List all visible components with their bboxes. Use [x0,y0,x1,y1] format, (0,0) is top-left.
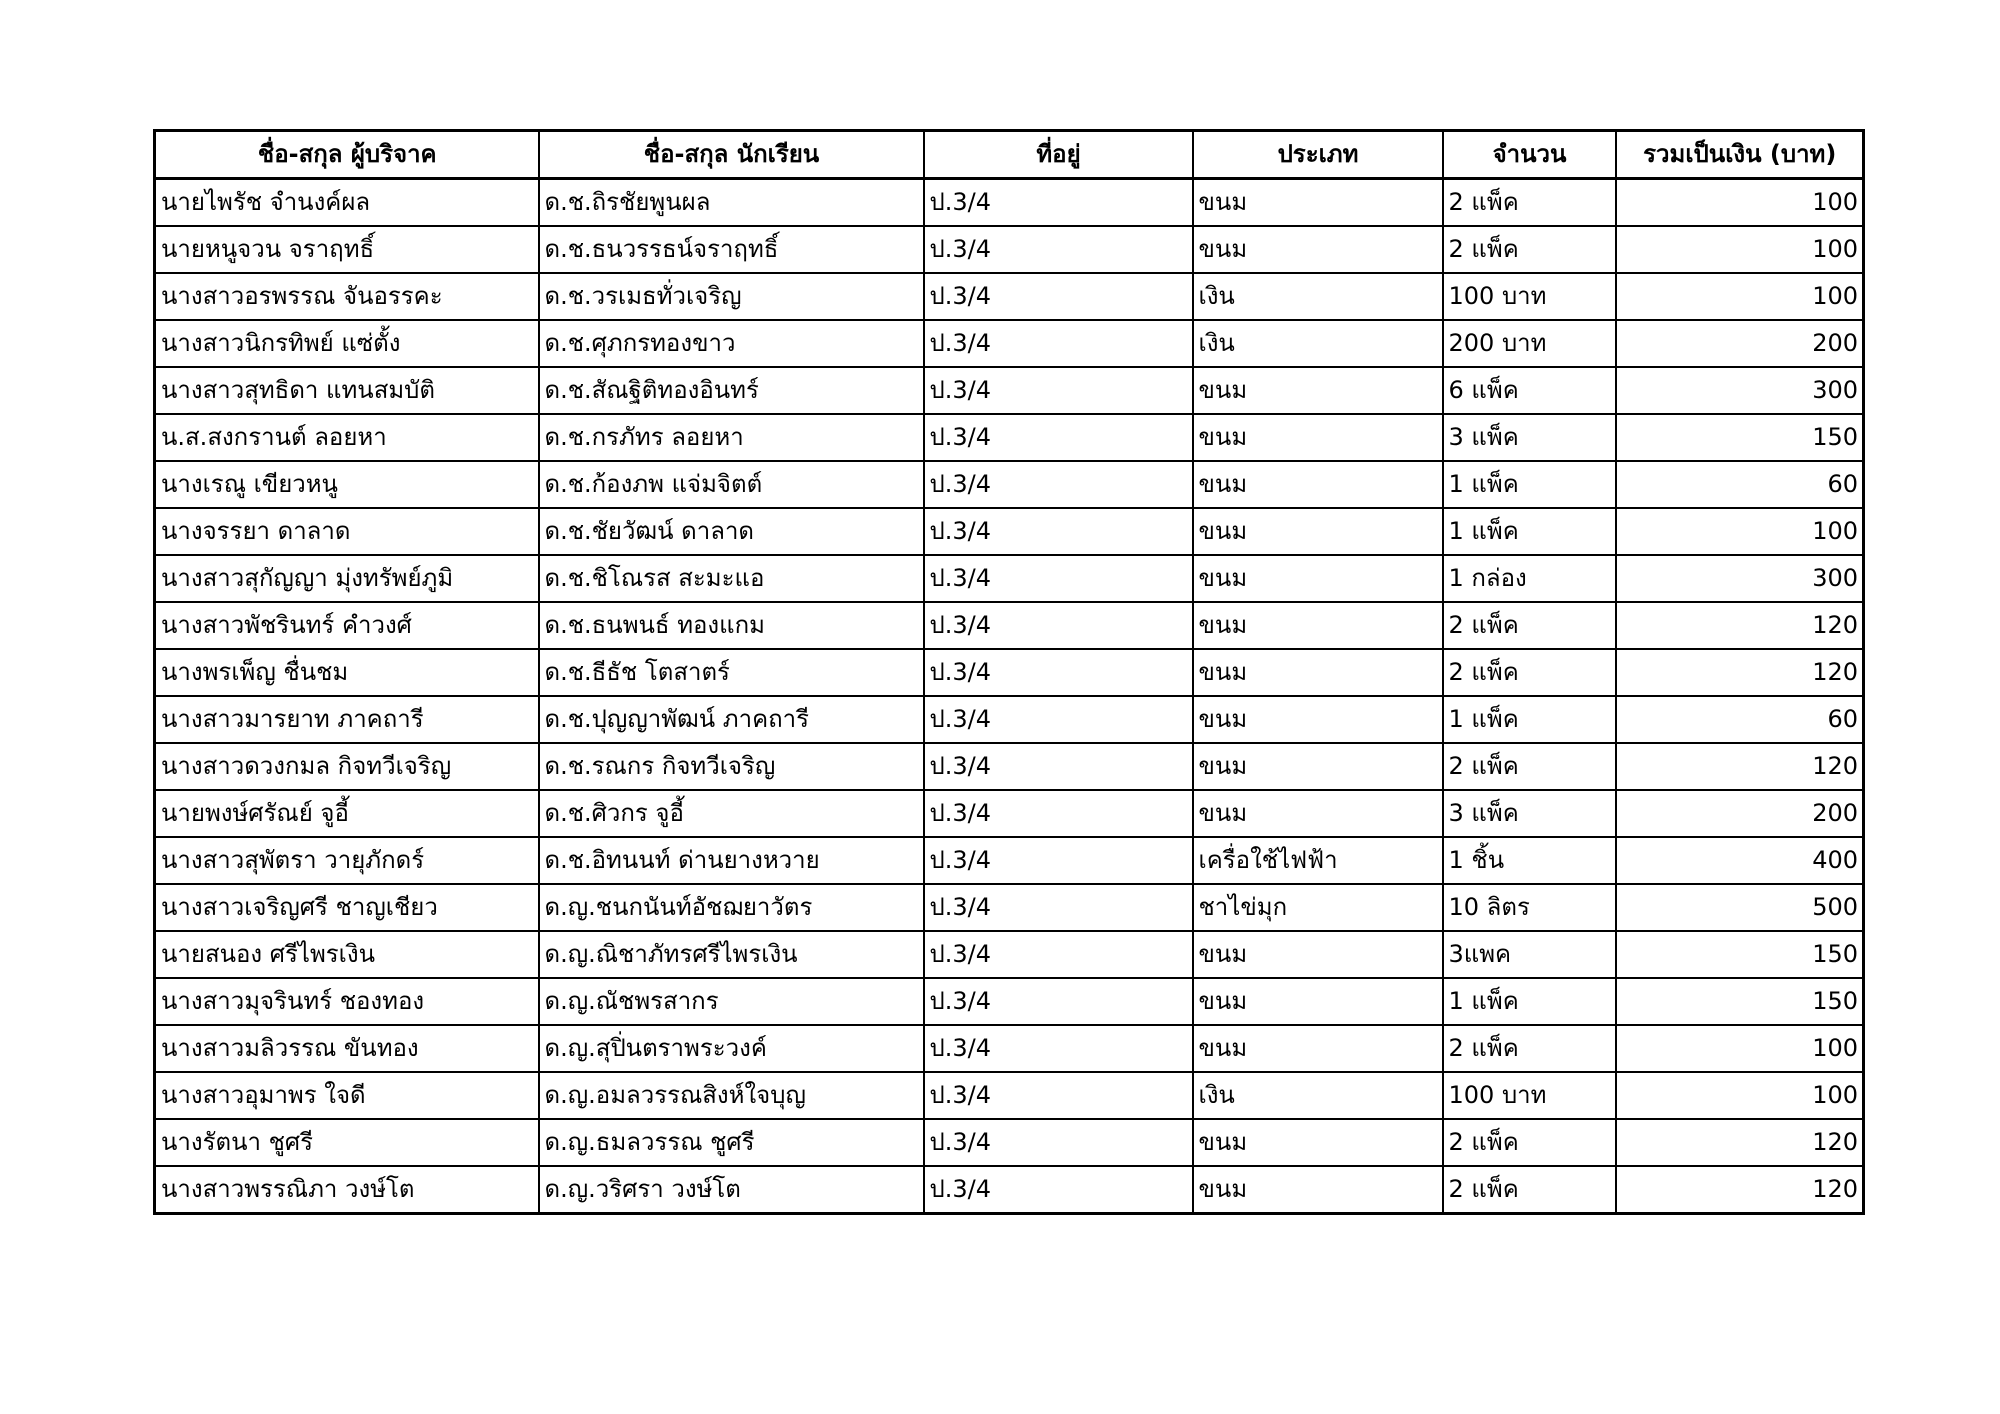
student-name-cell: ด.ช.ปุญญาพัฒน์ ภาคถารี [539,696,924,743]
type-cell: ขนม [1193,696,1443,743]
type-cell: ขนม [1193,1025,1443,1072]
header-quantity: จำนวน [1443,131,1616,179]
total-cell: 120 [1616,743,1864,790]
table-row [155,1119,1864,1166]
address-cell: ป.3/4 [924,602,1193,649]
donor-name-cell: นางสาวมลิวรรณ ขันทอง [155,1025,539,1072]
table-row [155,226,1864,273]
total-cell: 100 [1616,508,1864,555]
total-cell: 300 [1616,555,1864,602]
quantity-cell: 2 แพ็ค [1443,602,1616,649]
total-cell: 100 [1616,1025,1864,1072]
donor-name-cell: นางสาวเจริญศรี ชาญเชียว [155,884,539,931]
quantity-cell: 2 แพ็ค [1443,226,1616,273]
total-cell: 100 [1616,1072,1864,1119]
address-cell: ป.3/4 [924,931,1193,978]
quantity-cell: 1 กล่อง [1443,555,1616,602]
student-name-cell: ด.ช.ชิโณรส สะมะแอ [539,555,924,602]
student-name-cell: ด.ช.อิทนนท์ ด่านยางหวาย [539,837,924,884]
total-cell: 120 [1616,1166,1864,1214]
donor-name-cell: นางรัตนา ชูศรี [155,1119,539,1166]
quantity-cell: 100 บาท [1443,1072,1616,1119]
donor-name-cell: นางสาวอุมาพร ใจดี [155,1072,539,1119]
table-row [155,1072,1864,1119]
quantity-cell: 1 แพ็ค [1443,461,1616,508]
address-cell: ป.3/4 [924,273,1193,320]
type-cell: ขนม [1193,743,1443,790]
total-cell: 150 [1616,414,1864,461]
student-name-cell: ด.ญ.ชนกนันท์อัชฌยาวัตร [539,884,924,931]
quantity-cell: 3 แพ็ค [1443,414,1616,461]
address-cell: ป.3/4 [924,320,1193,367]
quantity-cell: 2 แพ็ค [1443,1119,1616,1166]
type-cell: ขนม [1193,414,1443,461]
quantity-cell: 2 แพ็ค [1443,179,1616,227]
address-cell: ป.3/4 [924,179,1193,227]
quantity-cell: 2 แพ็ค [1443,649,1616,696]
table-row [155,179,1864,227]
type-cell: ขนม [1193,978,1443,1025]
total-cell: 300 [1616,367,1864,414]
table-row [155,884,1864,931]
student-name-cell: ด.ช.ธีธัช โตสาตร์ [539,649,924,696]
student-name-cell: ด.ญ.ณิชาภัทรศรีไพรเงิน [539,931,924,978]
student-name-cell: ด.ญ.สุปิ่นตราพระวงค์ [539,1025,924,1072]
address-cell: ป.3/4 [924,1072,1193,1119]
student-name-cell: ด.ญ.ธมลวรรณ ชูศรี [539,1119,924,1166]
quantity-cell: 2 แพ็ค [1443,1025,1616,1072]
total-cell: 400 [1616,837,1864,884]
address-cell: ป.3/4 [924,696,1193,743]
donor-name-cell: นายไพรัช จำนงค์ผล [155,179,539,227]
table-row [155,367,1864,414]
table-row [155,931,1864,978]
type-cell: ขนม [1193,1166,1443,1214]
type-cell: ขนม [1193,179,1443,227]
type-cell: ขนม [1193,508,1443,555]
address-cell: ป.3/4 [924,1119,1193,1166]
total-cell: 200 [1616,320,1864,367]
type-cell: ชาไข่มุก [1193,884,1443,931]
address-cell: ป.3/4 [924,837,1193,884]
table-row [155,978,1864,1025]
type-cell: ขนม [1193,226,1443,273]
donor-name-cell: นายหนูจวน จราฤทธิ์ [155,226,539,273]
student-name-cell: ด.ช.สัณฐิติทองอินทร์ [539,367,924,414]
total-cell: 100 [1616,226,1864,273]
student-name-cell: ด.ญ.ณัชพรสากร [539,978,924,1025]
student-name-cell: ด.ช.ศิวกร จูอี้ [539,790,924,837]
table-row [155,602,1864,649]
quantity-cell: 1 แพ็ค [1443,696,1616,743]
header-donor-name: ชื่อ-สกุล ผู้บริจาค [155,131,539,179]
total-cell: 200 [1616,790,1864,837]
table-row [155,696,1864,743]
donor-name-cell: นางสาวมารยาท ภาคถารี [155,696,539,743]
donor-name-cell: นางสาวอรพรรณ จันอรรคะ [155,273,539,320]
student-name-cell: ด.ช.ก้องภพ แจ่มจิตต์ [539,461,924,508]
quantity-cell: 100 บาท [1443,273,1616,320]
donor-name-cell: นางจรรยา ดาลาด [155,508,539,555]
address-cell: ป.3/4 [924,508,1193,555]
student-name-cell: ด.ช.ศุภกรทองขาว [539,320,924,367]
address-cell: ป.3/4 [924,414,1193,461]
table-row [155,461,1864,508]
quantity-cell: 1 แพ็ค [1443,978,1616,1025]
address-cell: ป.3/4 [924,1025,1193,1072]
total-cell: 150 [1616,931,1864,978]
address-cell: ป.3/4 [924,743,1193,790]
total-cell: 500 [1616,884,1864,931]
table-row [155,273,1864,320]
quantity-cell: 3 แพ็ค [1443,790,1616,837]
type-cell: ขนม [1193,1119,1443,1166]
type-cell: ขนม [1193,461,1443,508]
table-body [155,179,1864,1214]
table-row [155,837,1864,884]
total-cell: 100 [1616,179,1864,227]
donor-name-cell: นางสาวสุทธิดา แทนสมบัติ [155,367,539,414]
table-row [155,555,1864,602]
quantity-cell: 200 บาท [1443,320,1616,367]
table-header-row [155,131,1864,179]
student-name-cell: ด.ญ.อมลวรรณสิงห์ใจบุญ [539,1072,924,1119]
header-student-name: ชื่อ-สกุล นักเรียน [539,131,924,179]
type-cell: ขนม [1193,931,1443,978]
type-cell: ขนม [1193,790,1443,837]
student-name-cell: ด.ช.ธนพนธ์ ทองแกม [539,602,924,649]
student-name-cell: ด.ญ.วริศรา วงษ์โต [539,1166,924,1214]
type-cell: ขนม [1193,367,1443,414]
address-cell: ป.3/4 [924,884,1193,931]
address-cell: ป.3/4 [924,555,1193,602]
table-row [155,1166,1864,1214]
type-cell: เงิน [1193,320,1443,367]
quantity-cell: 3แพค [1443,931,1616,978]
total-cell: 60 [1616,461,1864,508]
donor-name-cell: น.ส.สงกรานต์ ลอยหา [155,414,539,461]
quantity-cell: 2 แพ็ค [1443,1166,1616,1214]
address-cell: ป.3/4 [924,367,1193,414]
type-cell: เครื่อใช้ไฟฟ้า [1193,837,1443,884]
student-name-cell: ด.ช.ธนวรรธน์จราฤทธิ์ [539,226,924,273]
total-cell: 150 [1616,978,1864,1025]
quantity-cell: 1 ชิ้น [1443,837,1616,884]
type-cell: ขนม [1193,649,1443,696]
table-row [155,743,1864,790]
table-row [155,414,1864,461]
address-cell: ป.3/4 [924,226,1193,273]
donor-name-cell: นางสาวสุกัญญา มุ่งทรัพย์ภูมิ [155,555,539,602]
total-cell: 60 [1616,696,1864,743]
student-name-cell: ด.ช.ชัยวัฒน์ ดาลาด [539,508,924,555]
donor-name-cell: นางสาวนิกรทิพย์ แซ่ตั้ง [155,320,539,367]
total-cell: 100 [1616,273,1864,320]
student-name-cell: ด.ช.วรเมธทั่วเจริญ [539,273,924,320]
address-cell: ป.3/4 [924,649,1193,696]
donor-name-cell: นางเรณู เขียวหนู [155,461,539,508]
quantity-cell: 2 แพ็ค [1443,743,1616,790]
donor-name-cell: นางสาวมุจรินทร์ ชองทอง [155,978,539,1025]
quantity-cell: 1 แพ็ค [1443,508,1616,555]
type-cell: ขนม [1193,602,1443,649]
quantity-cell: 10 ลิตร [1443,884,1616,931]
total-cell: 120 [1616,602,1864,649]
table-row [155,649,1864,696]
address-cell: ป.3/4 [924,790,1193,837]
table-row [155,508,1864,555]
student-name-cell: ด.ช.กรภัทร ลอยหา [539,414,924,461]
address-cell: ป.3/4 [924,978,1193,1025]
donor-name-cell: นางสาวพรรณิภา วงษ์โต [155,1166,539,1214]
total-cell: 120 [1616,1119,1864,1166]
address-cell: ป.3/4 [924,461,1193,508]
header-address: ที่อยู่ [924,131,1193,179]
donor-name-cell: นางสาวสุพัตรา วายุภักดร์ [155,837,539,884]
donor-name-cell: นายสนอง ศรีไพรเงิน [155,931,539,978]
donor-name-cell: นางพรเพ็ญ ชื่นชม [155,649,539,696]
student-name-cell: ด.ช.ถิรชัยพูนผล [539,179,924,227]
table-row [155,320,1864,367]
header-total-baht: รวมเป็นเงิน (บาท) [1616,131,1864,179]
type-cell: ขนม [1193,555,1443,602]
header-type: ประเภท [1193,131,1443,179]
donor-name-cell: นางสาวดวงกมล กิจทวีเจริญ [155,743,539,790]
donor-name-cell: นายพงษ์ศรัณย์ จูอี้ [155,790,539,837]
donation-table [153,129,1865,1215]
type-cell: เงิน [1193,1072,1443,1119]
address-cell: ป.3/4 [924,1166,1193,1214]
quantity-cell: 6 แพ็ค [1443,367,1616,414]
type-cell: เงิน [1193,273,1443,320]
student-name-cell: ด.ช.รณกร กิจทวีเจริญ [539,743,924,790]
table-row [155,1025,1864,1072]
donor-name-cell: นางสาวพัชรินทร์ คำวงศ์ [155,602,539,649]
total-cell: 120 [1616,649,1864,696]
table-row [155,790,1864,837]
